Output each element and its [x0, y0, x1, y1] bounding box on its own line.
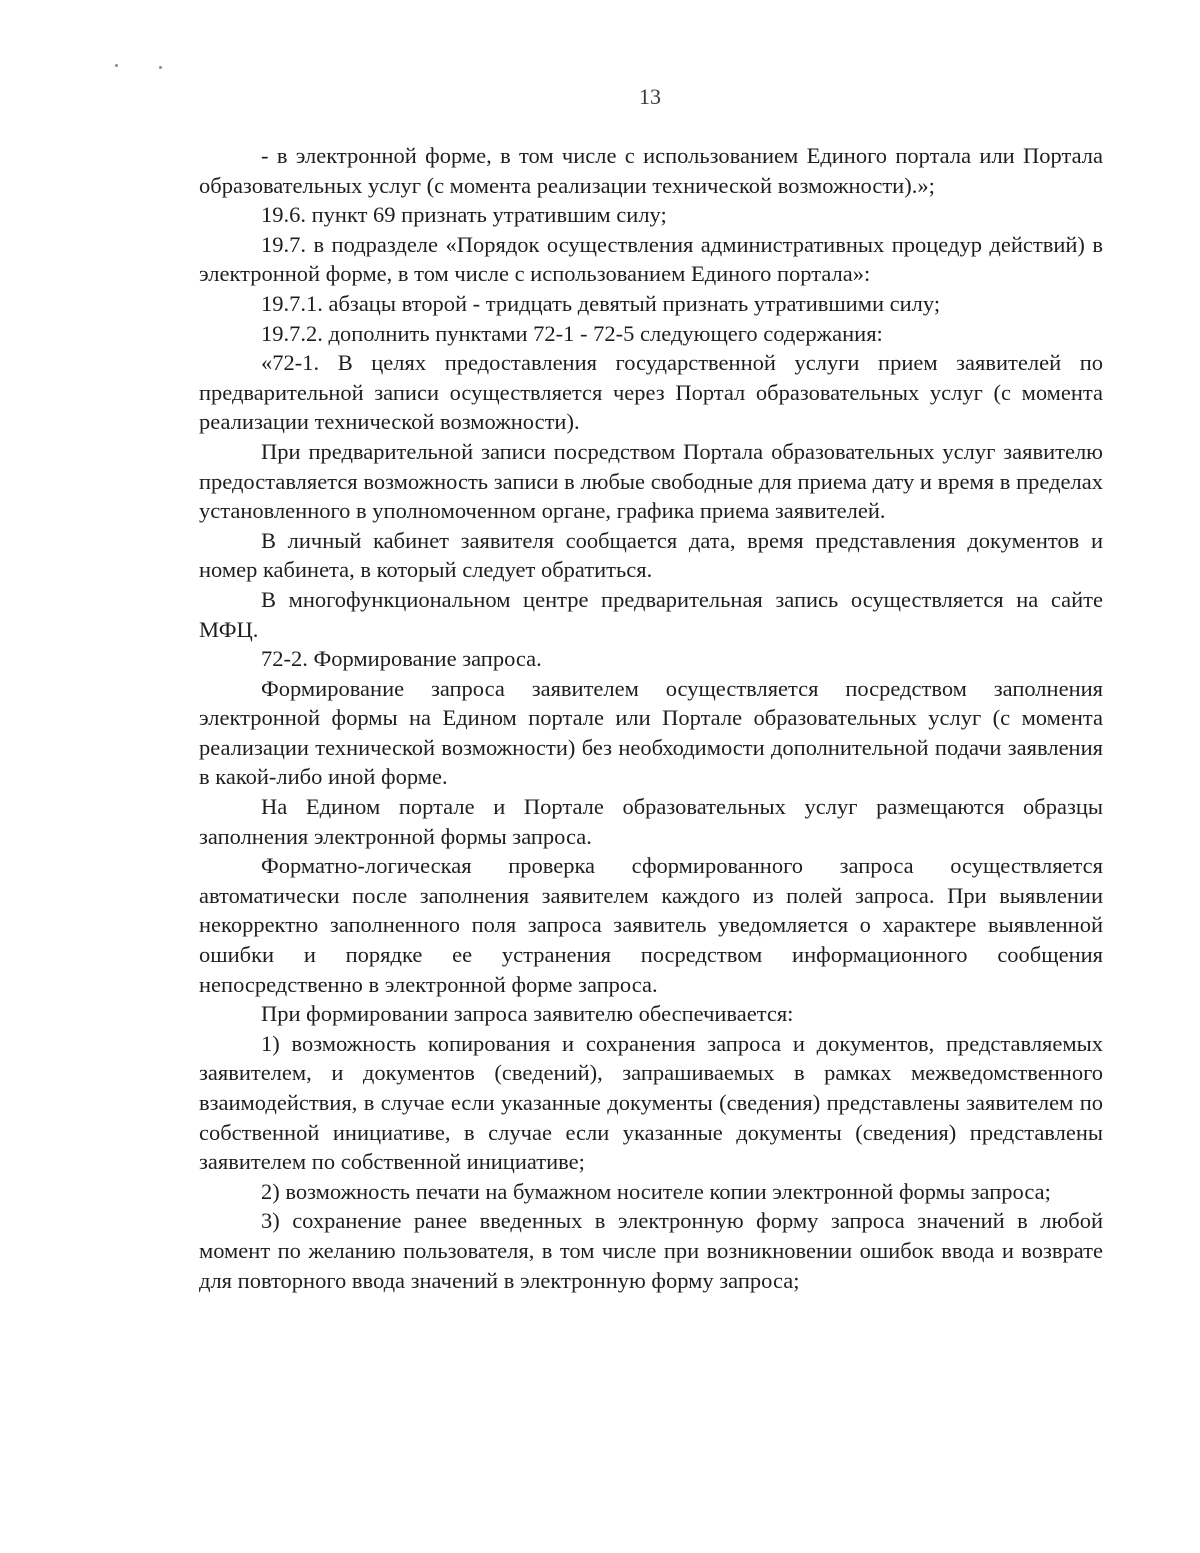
paragraph: В многофункциональном центре предварительная запись осуществляется на сайте МФЦ.	[199, 586, 1103, 642]
scan-speck	[159, 66, 162, 69]
paragraph: «72-1. В целях предоставления государственной услуги прием заявителей по предварительной записи осуществляется через Портал образовательных услуг (с момента реализации технической возможности).	[199, 350, 1103, 435]
paragraph: - в электронной форме, в том числе с использованием Единого портала или Портала образовательных услуг (с момента реализации технической возможности).»;	[199, 143, 1103, 198]
paragraph: В личный кабинет заявителя сообщается дата, время представления документов и номер кабинета, в который следует обратиться.	[199, 527, 1103, 583]
paragraph: 3) сохранение ранее введенных в электронную форму запроса значений в любой момент по желанию пользователя, в том числе при возникновении ошибок ввода и возврате для повторного ввода значений в электронную форму запроса;	[199, 1208, 1103, 1293]
paragraph: При формировании запроса заявителю обеспечивается:	[261, 1001, 794, 1027]
paragraph: При предварительной записи посредством Портала образовательных услуг заявителю предоставляется возможность записи в любые свободные для приема дату и время в пределах установленного в уполномоченном органе, графика приема заявителей.	[199, 438, 1103, 524]
paragraph: 19.7.1. абзацы второй - тридцать девятый признать утратившими силу;	[261, 290, 941, 316]
paragraph: 19.6. пункт 69 признать утратившим силу;	[261, 202, 667, 228]
document-body	[199, 141, 1103, 1295]
paragraph: Форматно-логическая проверка сформированного запроса осуществляется автоматически после заполнения заявителем каждого из полей запроса. При выявлении некорректно заполненного поля запроса заявитель уведомляется о характере выявленной ошибки и порядке ее устранения посредством информационного сообщения непосредственно в электронной форме запроса.	[199, 853, 1103, 997]
paragraph: 1) возможность копирования и сохранения запроса и документов, представляемых заявителем, и документов (сведений), запрашиваемых в рамках межведомственного взаимодействия, в случае если указанные документы (сведения) представлены заявителем по собственной инициативе, в случае если указанные документы (сведения) представлены заявителем по собственной инициативе;	[199, 1030, 1103, 1175]
page-number: 13	[639, 84, 661, 109]
paragraph: 19.7.2. дополнить пунктами 72-1 - 72-5 следующего содержания:	[261, 320, 883, 346]
scan-speck	[115, 64, 118, 67]
paragraph: 19.7. в подразделе «Порядок осуществления административных процедур действий) в электронной форме, в том числе с использованием Единого портала»:	[199, 231, 1103, 287]
paragraph: 72-2. Формирование запроса.	[261, 646, 542, 672]
paragraph: Формирование запроса заявителем осуществляется посредством заполнения электронной формы на Едином портале или Портале образовательных услуг (с момента реализации технической возможности) без необходимости дополнительной подачи заявления в какой-либо иной форме.	[199, 675, 1103, 790]
paragraph: На Едином портале и Портале образовательных услуг размещаются образцы заполнения электронной формы запроса.	[199, 794, 1103, 849]
paragraph: 2) возможность печати на бумажном носителе копии электронной формы запроса;	[261, 1178, 1051, 1204]
